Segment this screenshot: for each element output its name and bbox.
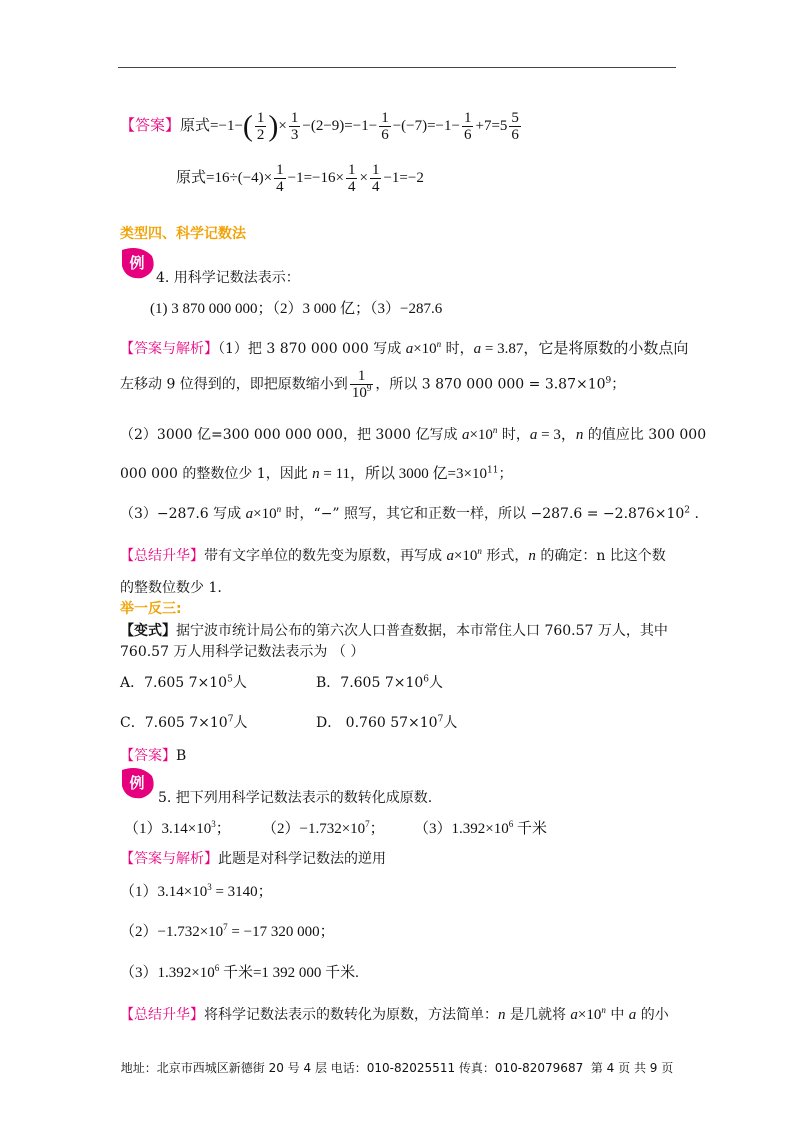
- answer1-line1: 【答案】原式=−1−( $\frac{1}{2}$ )× $\frac{1}{3}$ −(2−9)=−1− $\frac{1}{6}$ −(−7)=−1− $\frac{1}{6}$ +7=5 $\frac{5}{6}$: [120, 109, 519, 143]
- answer1-line2: 原式=16÷(−4)× $\frac{1}{4}$ −1=−16× $\frac{1}{4}$ × $\frac{1}{4}$ −1=−2: [176, 162, 424, 195]
- example5-title: 5. 把下列用科学记数法表示的数转化成原数.: [158, 790, 433, 806]
- ex4-answer-line3: （2）3000 亿=300 000 000 000，把 3000 亿写成 $a\times 10^n$ 时，a = 3，n 的值应比 300 000: [120, 425, 707, 443]
- header-rule: [118, 67, 676, 68]
- summary-tag: 【总结升华】: [120, 548, 204, 564]
- ex5-solution-1: $(1)3.14\times 10^3 = 3140$；: [120, 882, 273, 900]
- summary1-line1: 【总结升华】带有文字单位的数先变为原数，再写成 $a\times 10^n$ 形式，n 的确定：n 比这个数: [120, 546, 666, 564]
- variant-answer: 【答案】B: [120, 748, 187, 764]
- summary1-line2: 的整数位数少 1.: [120, 580, 222, 596]
- answer-tag: 【答案】: [120, 748, 176, 764]
- fraction: $\frac{1}{4}$: [276, 162, 284, 195]
- ex4-answer-line2: 左移动 9 位得到的，即把原数缩小到 $\frac{1}{10^9}$ ，所以 3 870 000 $000 = 3.87\times 10^9$；: [120, 368, 626, 401]
- example4-title: 4. 用科学记数法表示：: [156, 270, 300, 286]
- fraction: $\frac{1}{4}$: [347, 162, 356, 195]
- ex5-solution-2: $(2)-1.732\times 10^7 = -17$ 320 000；: [120, 922, 335, 940]
- ex5-item-1: $(1)3.14\times 10^3$；: [124, 819, 231, 837]
- fraction: $\frac{1}{4}$: [371, 162, 380, 195]
- page-footer: [0, 1059, 794, 1076]
- section-title: 类型四、科学记数法: [120, 226, 246, 242]
- practice-title: 举一反三:: [120, 601, 182, 617]
- fraction: $\frac{1}{6}$: [381, 110, 389, 143]
- fraction: $\frac{1}{3}$: [290, 110, 299, 143]
- variant-line2: 760.57 万人用科学记数法表示为 （ ）: [120, 644, 365, 660]
- summary-tag: 【总结升华】: [120, 1007, 204, 1023]
- ex4-answer-line5: （3）−287.6 写成 $a\times 10^n$ 时，“−” 照写，其它和正数一样，所以 $-287.6 = -2.876\times 10^2$ .: [120, 504, 699, 522]
- ex4-answer-line1: 【答案与解析】（1）把 3 870 000 000 写成 $a\times 10^n$ 时，a = 3.87，它是将原数的小数点向: [120, 339, 689, 357]
- example4-items: (1) 3 870 000 000；（2）3 000 亿；（3）−287.6: [150, 301, 443, 317]
- option-a: A．7.605 $7\times 10^5$人: [120, 674, 247, 691]
- summary2-line: 【总结升华】将科学记数法表示的数转化为原数，方法简单：n 是几就将 $a\times 10^n$ 中 a 的小: [120, 1005, 669, 1023]
- fraction: $\frac{1}{10^9}$: [351, 368, 372, 401]
- ex5-item-3: $(3)1.392\times 10^6$ 千米: [414, 819, 547, 837]
- ex5-answer-intro: 【答案与解析】此题是对科学记数法的逆用: [120, 851, 386, 867]
- svg-text:例: 例: [129, 774, 145, 792]
- ex5-solution-3: $(3)1.392\times 10^6$ 千米=1 392 000 千米.: [120, 963, 359, 981]
- ex5-item-2: $(2)-1.732\times 10^7$；: [262, 819, 385, 837]
- option-c: C．7.605 $7\times 10^7$人: [120, 714, 248, 731]
- footer-address: 地址：北京市西城区新德街 20 号 4 层 电话：010-82025511 传真：010-82079687: [120, 1061, 584, 1075]
- example-badge-icon: [118, 766, 158, 800]
- fraction: $\frac{1}{2}$: [256, 110, 265, 143]
- svg-text:例: 例: [129, 254, 145, 272]
- fraction: $\frac{1}{6}$: [463, 110, 472, 143]
- fraction: $\frac{5}{6}$: [511, 110, 519, 143]
- example-badge-icon: [118, 246, 158, 280]
- variant-line1: 【变式】据宁波市统计局公布的第六次人口普查数据，本市常住人口 760.57 万人，其中: [120, 623, 668, 639]
- variant-tag: 【变式】: [120, 623, 176, 639]
- answer-analysis-tag: 【答案与解析】: [120, 341, 218, 357]
- page-number: 第 4 页 共 9 页: [590, 1061, 674, 1075]
- option-d: D． 0.760 $57\times 10^7$人: [316, 714, 458, 731]
- answer-tag: 【答案】: [120, 117, 181, 134]
- option-b: B．7.605 $7\times 10^6$人: [316, 674, 444, 691]
- answer-analysis-tag: 【答案与解析】: [120, 851, 218, 867]
- ex4-answer-line4: 000 000 的整数位少 1，因此 n = 11，所以 3000 亿$=3\times 10^{11}$；: [120, 465, 513, 482]
